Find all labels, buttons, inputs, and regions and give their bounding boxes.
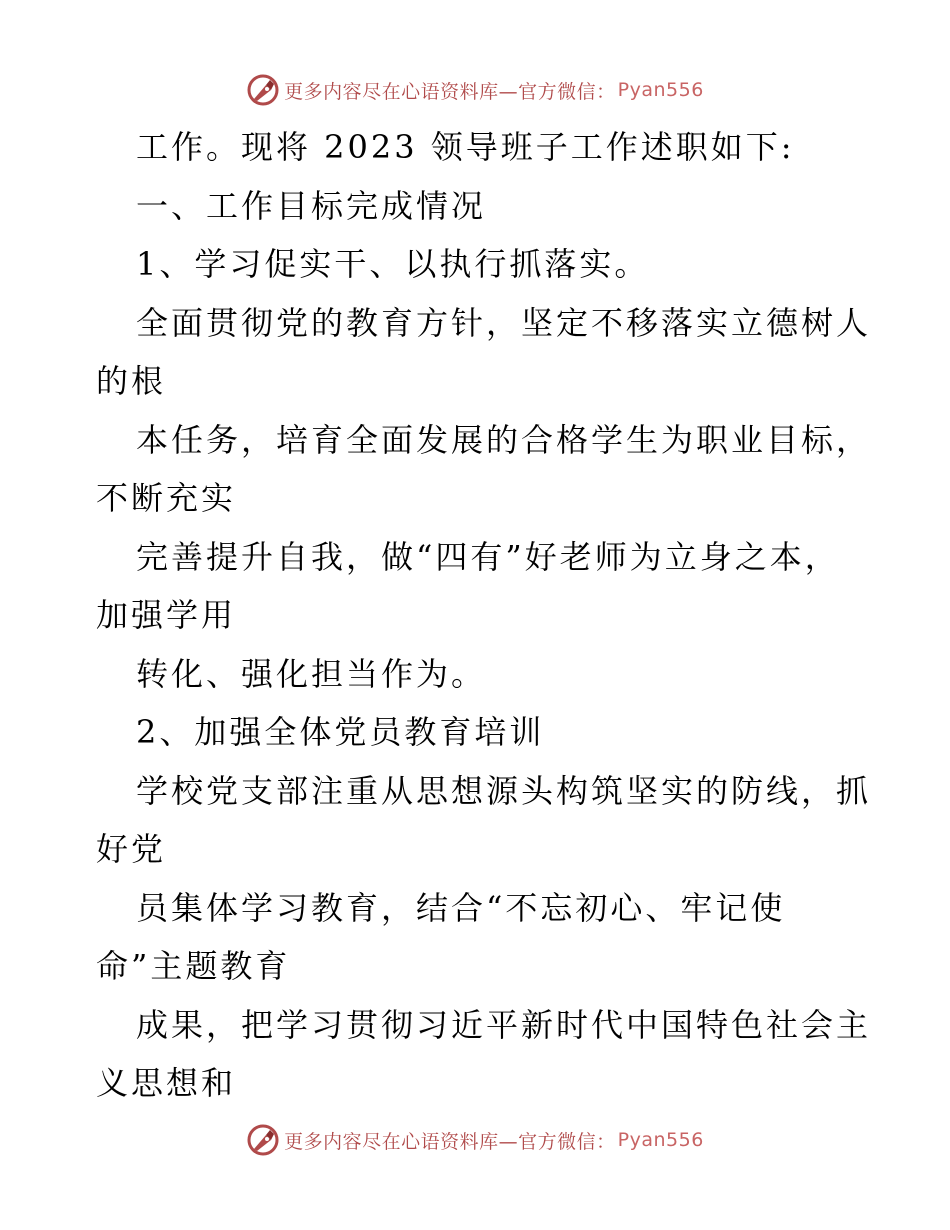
text-line: 完善提升自我，做“四有”好老师为立身之本， xyxy=(136,537,840,576)
text-line: 转化、强化担当作为。 xyxy=(136,654,487,693)
header-banner xyxy=(0,70,950,110)
text-line: 员集体学习教育，结合“不忘初心、牢记使 xyxy=(136,888,786,927)
text-line: 一、工作目标完成情况 xyxy=(136,186,487,225)
text-line: 2、加强全体党员教育培训 xyxy=(136,713,545,751)
pen-nib-logo-icon xyxy=(246,1123,280,1157)
banner-label: 更多内容尽在心语资料库—官方微信： xyxy=(284,80,616,103)
banner-wechat-id: Pyan556 xyxy=(617,1129,704,1151)
text-line: 加强学用 xyxy=(96,596,237,634)
document-body xyxy=(96,118,872,1113)
text-line: 的根 xyxy=(96,362,167,400)
text-line: 学校党支部注重从思想源头构筑坚实的防线，抓 xyxy=(136,771,872,810)
text-line: 工作。现将 2023 领导班子工作述职如下: xyxy=(136,128,795,166)
text-line: 本任务，培育全面发展的合格学生为职业目标， xyxy=(136,420,872,459)
text-line: 命”主题教育 xyxy=(96,947,291,985)
text-line: 不断充实 xyxy=(96,479,237,517)
text-line: 好党 xyxy=(96,830,167,868)
text-line: 全面贯彻党的教育方针，坚定不移落实立德树人 xyxy=(136,303,872,342)
text-line: 成果，把学习贯彻习近平新时代中国特色社会主 xyxy=(136,1005,872,1044)
pen-nib-logo-icon xyxy=(246,73,280,107)
footer-banner xyxy=(0,1120,950,1160)
text-line: 1、学习促实干、以执行抓落实。 xyxy=(136,245,650,283)
banner-wechat-id: Pyan556 xyxy=(617,79,704,101)
text-line: 义思想和 xyxy=(96,1064,237,1102)
banner-label: 更多内容尽在心语资料库—官方微信： xyxy=(284,1130,616,1153)
